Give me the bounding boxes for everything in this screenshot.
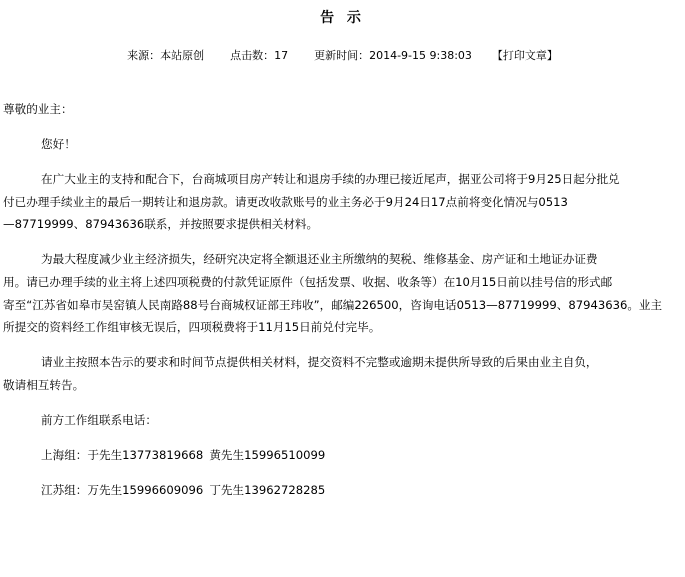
paragraph-refund-schedule (3, 168, 679, 236)
contact-shanghai (3, 444, 679, 467)
paragraph-line: 付已办理手续业主的最后一期转让和退房款。请更改收款账号的业主务必于9月24日17点前将变化情况与0513 (3, 194, 568, 209)
notice-body (3, 98, 679, 514)
contact-heading: 前方工作组联系电话： (41, 413, 157, 428)
contact-jiangsu (3, 479, 679, 502)
page-title: 告 示 (320, 10, 365, 26)
paragraph-line: 请业主按照本告示的要求和时间节点提供相关材料，提交资料不完整或逾期未提供所导致的后果由业主自负， (41, 355, 598, 370)
paragraph-tax-refund (3, 248, 679, 338)
paragraph-line: 用。请已办理手续的业主将上述四项税费的付款凭证原件（包括发票、收据、收条等）在10月15日前以挂号信的形式邮 (3, 275, 613, 290)
source-label: 来源： (127, 49, 161, 62)
clicks-label: 点击数： (230, 49, 275, 62)
paragraph-responsibility (3, 351, 679, 396)
paragraph-line: 所提交的资料经工作组审核无误后，四项税费将于11月15日前兑付完毕。 (3, 320, 381, 335)
group-name: 上海组： (41, 448, 88, 463)
group-name: 江苏组： (41, 483, 88, 498)
contact-person: 丁先生13962728285 (209, 483, 326, 498)
updated-value: 2014-9-15 9:38:03 (369, 49, 472, 62)
updated-label: 更新时间： (314, 49, 370, 62)
paragraph-line: 寄至“江苏省如皋市吴窑镇人民南路88号台商城权证部王玮收”，邮编226500，咨询电话0513—87719999、87943636。业主 (3, 297, 663, 312)
contact-person: 万先生15996609096 (87, 483, 204, 498)
paragraph-line: —87719999、87943636联系，并按照要求提供相关材料。 (3, 217, 319, 232)
salutation: 尊敬的业主： (3, 102, 73, 116)
paragraph-line: 敬请相互转告。 (3, 377, 85, 392)
contact-person: 于先生13773819668 (87, 448, 204, 463)
paragraph-line: 为最大程度减少业主经济损失，经研究决定将全额退还业主所缴纳的契税、维修基金、房产证和土地证办证费 (41, 252, 598, 267)
print-article-link[interactable]: 【打印文章】 (491, 49, 558, 62)
source-value: 本站原创 (160, 49, 205, 62)
clicks-value: 17 (274, 49, 289, 62)
contact-person: 黄先生15996510099 (209, 448, 326, 463)
article-meta (0, 48, 685, 64)
greeting: 您好！ (41, 137, 76, 152)
paragraph-line: 在广大业主的支持和配合下，台商城项目房产转让和退房手续的办理已接近尾声，据亚公司将于9月25日起分批兑 (41, 172, 620, 187)
